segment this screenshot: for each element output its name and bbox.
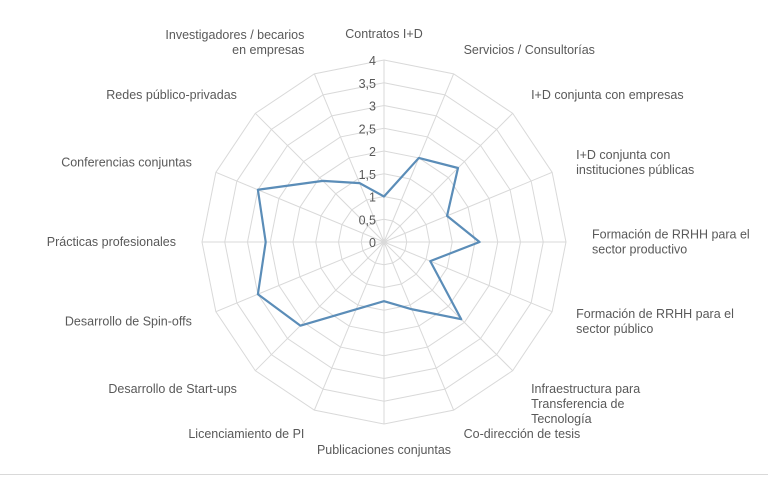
radial-tick-label: 2,5 (358, 122, 376, 137)
radial-tick-label: 3,5 (358, 76, 376, 91)
radial-tick-label: 4 (369, 54, 376, 68)
axis-spoke (384, 242, 552, 312)
radial-tick-label: 1 (369, 190, 376, 205)
category-label: Prácticas profesionales (46, 235, 176, 249)
radial-tick-labels (359, 54, 376, 250)
radial-tick-label: 3 (369, 99, 376, 114)
radial-tick-label: 0 (369, 236, 376, 250)
radial-tick-label: 1,5 (358, 167, 376, 182)
category-label: Infraestructura para Transferencia de Tecnología (531, 382, 641, 427)
category-label: Desarrollo de Start-ups (108, 382, 237, 397)
category-label: Desarrollo de Spin-offs (64, 314, 192, 329)
category-label: Formación de RRHH para el sector público (576, 307, 734, 337)
category-label: Co-dirección de tesis (463, 427, 581, 442)
category-label: Conferencias conjuntas (61, 155, 192, 170)
radial-tick-label: 2 (369, 145, 376, 159)
axis-spoke (384, 242, 454, 410)
category-label: Formación de RRHH para el sector productivo (592, 227, 750, 257)
axis-spoke (314, 242, 384, 410)
category-label: Servicios / Consultorías (463, 42, 595, 57)
category-label: Investigadores / becarios en empresas (165, 27, 305, 57)
axis-spokes (202, 60, 566, 424)
category-label: Redes público-privadas (106, 87, 237, 102)
axis-spoke (216, 242, 384, 312)
category-label: Publicaciones conjuntas (316, 443, 452, 457)
category-label: I+D conjunta con instituciones públicas (576, 147, 695, 177)
category-label: Licenciamiento de PI (188, 427, 305, 442)
category-label: Contratos I+D (345, 27, 423, 41)
radial-tick-label: 0,5 (358, 213, 376, 228)
category-label: I+D conjunta con empresas (531, 87, 684, 102)
